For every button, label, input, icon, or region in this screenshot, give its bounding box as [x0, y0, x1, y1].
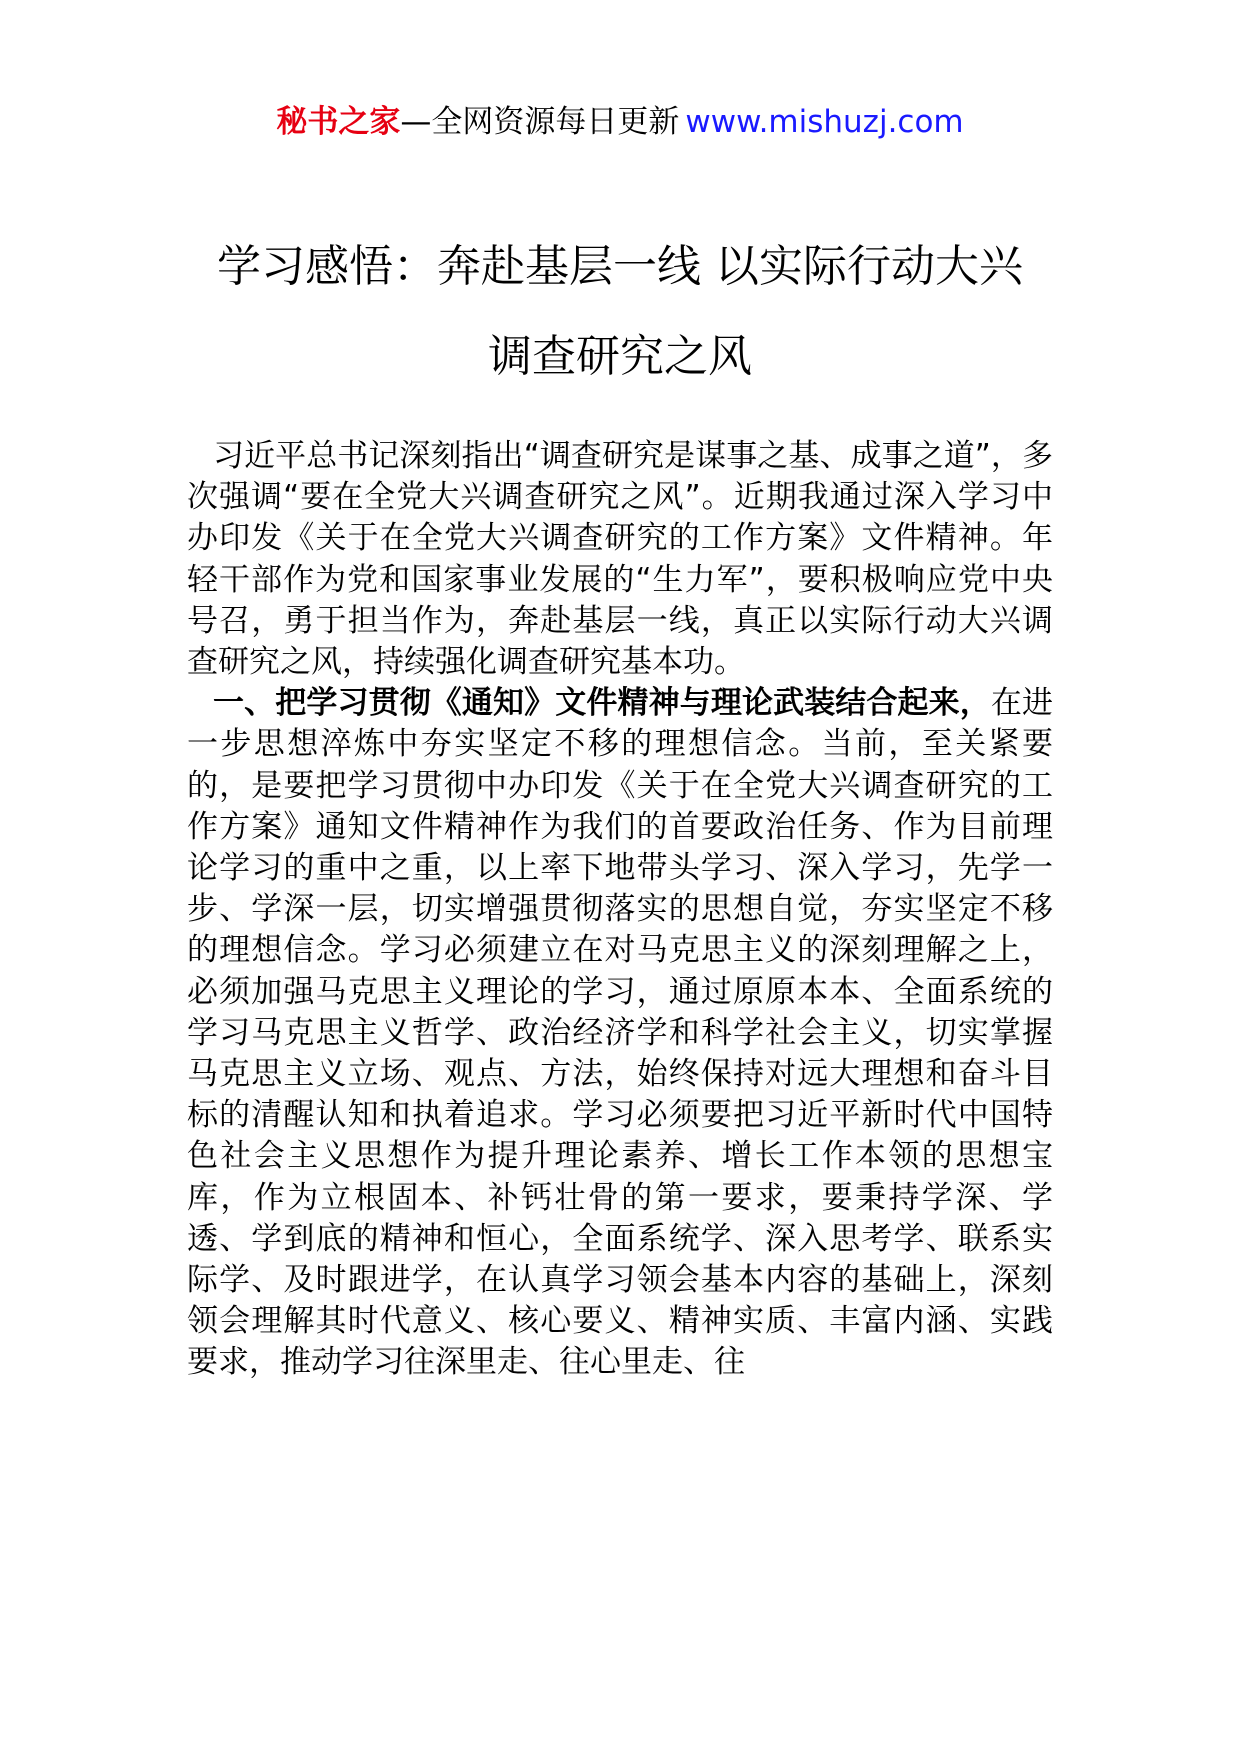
header-tagline: —全网资源每日更新: [400, 104, 680, 140]
section-1-heading: 一、把学习贯彻《通知》文件精神与理论武装结合起来，: [213, 685, 991, 722]
paragraph-section-1: [187, 683, 1053, 1383]
brand-name: 秘书之家: [276, 104, 401, 140]
site-header: [0, 100, 1240, 144]
section-1-text: 在进一步思想淬炼中夯实坚定不移的理想信念。当前，至关紧要的，是要把学习贯彻中办印发《关于在全党大兴调查研究的工作方案》通知文件精神作为我们的首要政治任务、作为目前理论学习的重中之重，以上率下地带头学习、深入学习，先学一步、学深一层，切实增强贯彻落实的思想自觉，夯实坚定不移的理想信念。学习必须建立在对马克思主义的深刻理解之上，必须加强马克思主义理论的学习，通过原原本本、全面系统的学习马克思主义哲学、政治经济学和科学社会主义，切实掌握马克思主义立场、观点、方法，始终保持对远大理想和奋斗目标的清醒认知和执着追求。学习必须要把习近平新时代中国特色社会主义思想作为提升理论素养、增长工作本领的思想宝库，作为立根固本、补钙壮骨的第一要求，要秉持学深、学透、学到底的精神和恒心，全面系统学、深入思考学、联系实际学、及时跟进学，在认真学习领会基本内容的基础上，深刻领会理解其时代意义、核心要义、精神实质、丰富内涵、实践要求，推动学习往深里走、往心里走、往: [187, 685, 1054, 1381]
site-url-link[interactable]: www.mishuzj.com: [685, 104, 964, 140]
title-line-2: 调查研究之风: [488, 331, 752, 382]
title-line-1: 学习感悟：奔赴基层一线 以实际行动大兴: [217, 241, 1023, 292]
article-body: [187, 436, 1053, 1384]
paragraph-intro: 习近平总书记深刻指出“调查研究是谋事之基、成事之道”，多次强调“要在全党大兴调查研究之风”。近期我通过深入学习中办印发《关于在全党大兴调查研究的工作方案》文件精神。年轻干部作为党和国家事业发展的“生力军”，要积极响应党中央号召，勇于担当作为，奔赴基层一线，真正以实际行动大兴调查研究之风，持续强化调查研究基本功。: [187, 438, 1053, 681]
article-title: [190, 222, 1050, 402]
